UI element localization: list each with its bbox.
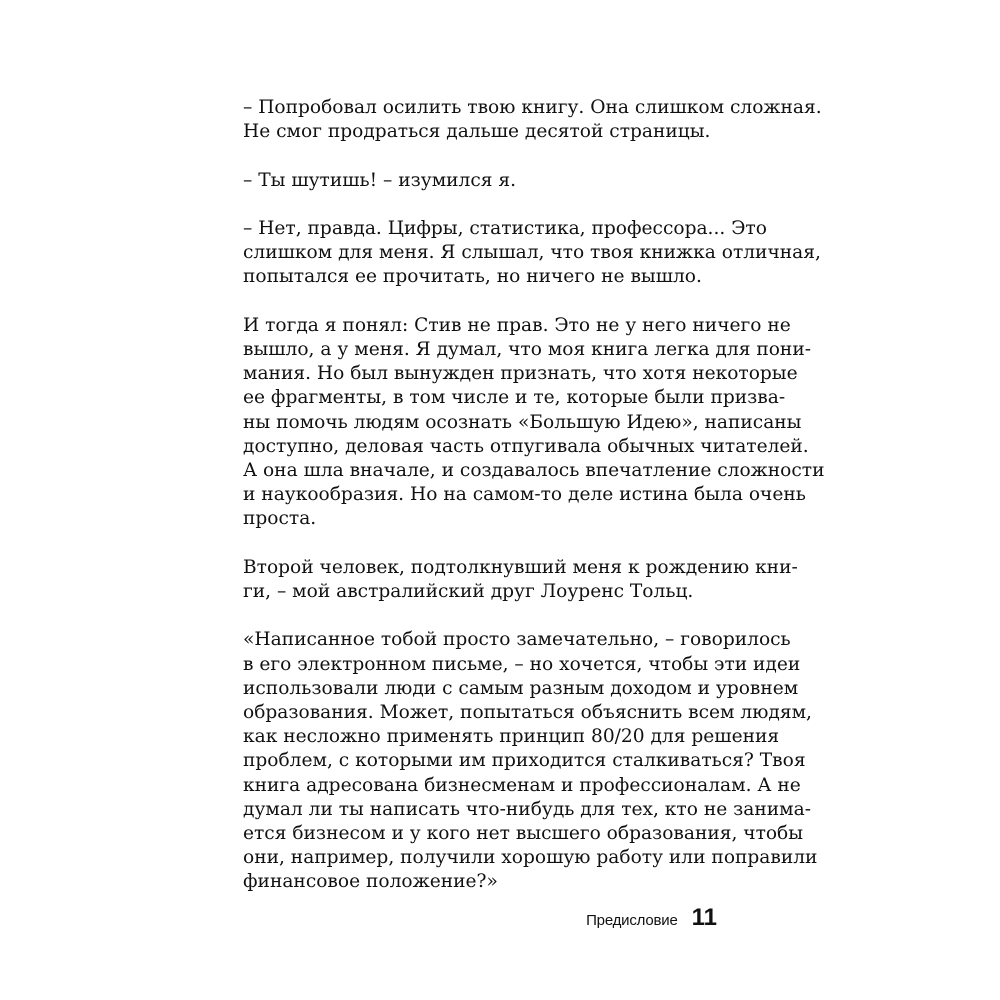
- text-line: образования. Может, попытаться объяснить всем людям,: [243, 702, 812, 723]
- text-line: «Написанное тобой просто замечательно, – говорилось: [243, 629, 791, 651]
- text-line: книга адресована бизнесменам и профессионалам. А не: [243, 774, 801, 796]
- body-text: [243, 96, 825, 919]
- text-line: Не смог продраться дальше десятой страницы.: [243, 121, 711, 143]
- text-line: проблем, с которыми им приходится сталкиваться? Твоя: [243, 750, 806, 772]
- text-line: ги, – мой австралийский друг Лоуренс Тольц.: [243, 581, 694, 602]
- text-line: проста.: [243, 508, 317, 530]
- text-line: А она шла вначале, и создавалось впечатление сложности: [243, 460, 825, 481]
- text-line: ее фрагменты, в том числе и те, которые были призва-: [243, 387, 786, 409]
- text-line: мания. Но был вынужден признать, что хотя некоторые: [243, 363, 798, 385]
- text-line: ны помочь людям осознать «Большую Идею», написаны: [243, 411, 802, 433]
- text-line: попытался ее прочитать, но ничего не вышло.: [243, 266, 702, 288]
- paragraph: [243, 96, 822, 144]
- text-line: вышло, а у меня. Я думал, что моя книга легка для пони-: [243, 338, 811, 360]
- text-line: и наукообразия. Но на самом-то деле истина была очень: [243, 484, 806, 506]
- text-line: как несложно применять принцип 80/20 для решения: [243, 726, 780, 748]
- text-line: Второй человек, подтолкнувший меня к рождению кни-: [243, 556, 798, 578]
- paragraph: [243, 556, 798, 604]
- text-line: ется бизнесом и у кого нет высшего образования, чтобы: [243, 823, 804, 845]
- text-line: – Нет, правда. Цифры, статистика, профессора... Это: [243, 217, 767, 239]
- text-line: в его электронном письме, – но хочется, чтобы эти идеи: [243, 653, 801, 675]
- text-line: думал ли ты написать что-нибудь для тех, кто не занима-: [243, 798, 811, 820]
- page-number: 11: [691, 904, 717, 931]
- text-line: использовали люди с самым разным доходом и уровнем: [243, 677, 799, 699]
- text-line: слишком для меня. Я слышал, что твоя книжка отличная,: [243, 242, 821, 264]
- paragraph: [243, 628, 818, 894]
- paragraph: [243, 169, 717, 193]
- text-line: доступно, деловая часть отпугивала обычных читателей.: [243, 435, 809, 457]
- text-line: – Попробовал осилить твою книгу. Она слишком сложная.: [243, 97, 822, 118]
- paragraph: [243, 314, 825, 532]
- paragraph: [243, 217, 821, 290]
- text-line: И тогда я понял: Стив не прав. Это не у него ничего не: [243, 314, 791, 336]
- page-footer: [586, 904, 717, 932]
- text-line: они, например, получили хорошую работу или поправили: [243, 847, 818, 869]
- text-line: финансовое положение?»: [243, 871, 498, 893]
- text-line: – Ты шутишь! – изумился я.: [243, 169, 517, 191]
- running-section-title: Предисловие: [586, 912, 678, 929]
